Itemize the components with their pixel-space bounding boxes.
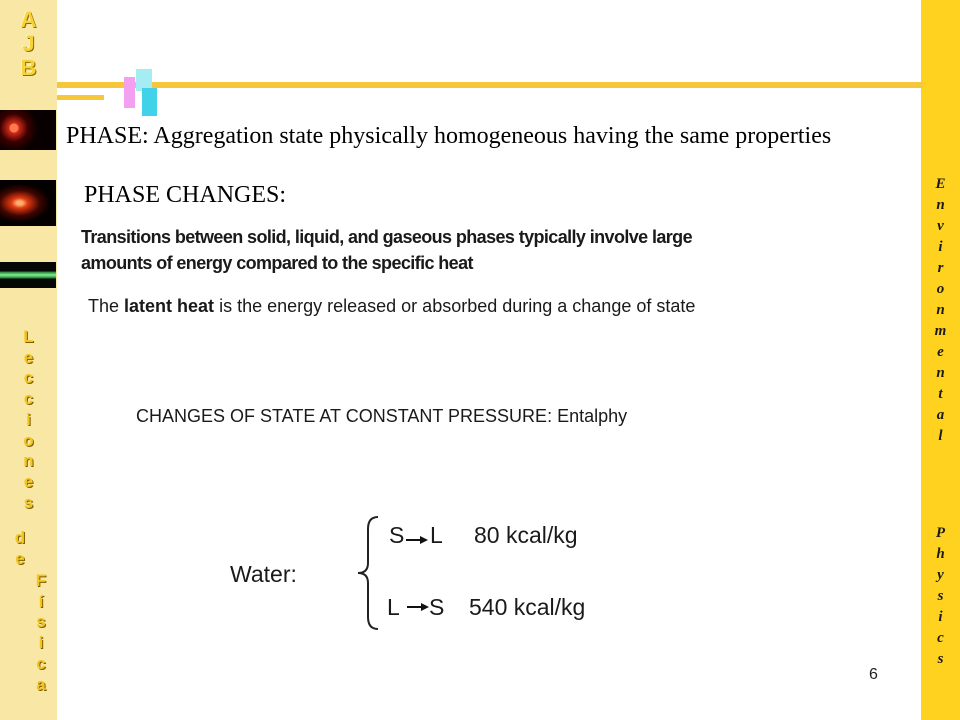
state-from-2: L [387,594,400,620]
vertical-letter: c [36,653,46,673]
ajb-logo [0,8,57,80]
vertical-letter: s [36,612,46,632]
logo-letter: B [20,55,37,80]
page-number: 6 [869,666,878,683]
decorative-block-pink [124,77,135,108]
vertical-letter: m [934,323,947,339]
fisica-label [0,571,82,695]
decorative-line [57,82,923,88]
paragraph-line: amounts of energy compared to the specific heat [81,253,473,273]
paragraph-latent-heat [88,296,695,317]
thumbnail-image-2 [0,180,56,226]
thumbnail-image-3 [0,262,56,288]
arrow-right-icon [406,602,430,612]
vertical-letter: a [936,407,945,423]
water-label: Water: [230,561,297,587]
latent-heat-value-2: 540 kcal/kg [469,594,586,620]
vertical-letter: v [937,218,944,234]
vertical-letter: e [15,548,25,568]
vertical-letter: e [937,344,944,360]
state-to-1: L [430,522,443,548]
vertical-letter: E [935,176,946,192]
paragraph-enthalpy: CHANGES OF STATE AT CONSTANT PRESSURE: Entalphy [136,406,628,426]
text-post: is the energy released or absorbed during a change of state [214,296,696,316]
vertical-letter: i [938,609,943,625]
vertical-letter: c [937,630,944,646]
vertical-letter: n [936,302,945,318]
vertical-letter: e [23,471,34,491]
vertical-letter: F [35,571,47,590]
latent-heat-term: latent heat [124,296,215,316]
slide-title: PHASE: Aggregation state physically homogeneous having the same properties [66,123,832,149]
de-label [0,528,40,569]
vertical-letter: n [23,451,34,471]
environmental-label [921,174,960,447]
vertical-letter: r [937,260,944,276]
paragraph-line: Transitions between solid, liquid, and gaseous phases typically involve large [81,227,692,247]
vertical-letter: l [938,428,943,444]
vertical-letter: i [38,633,44,653]
state-from: S [389,522,405,548]
state-to-2: S [429,594,445,620]
vertical-letter: e [23,347,34,367]
vertical-letter: d [14,528,26,547]
paragraph-transitions [81,224,692,276]
thumbnail-image-1 [0,110,56,150]
logo-letter: J [22,31,35,56]
vertical-letter: L [23,327,34,346]
vertical-letter: a [36,674,46,694]
latent-heat-value-1: 80 kcal/kg [474,522,578,548]
vertical-letter: o [23,430,34,450]
vertical-letter: s [937,651,944,667]
vertical-letter: s [937,588,944,604]
physics-label [921,523,960,670]
vertical-letter: h [936,546,945,562]
vertical-letter: P [935,525,946,541]
curly-brace [352,515,382,631]
vertical-letter: í [38,591,44,611]
decorative-line [57,95,104,100]
vertical-letter: n [936,197,945,213]
vertical-letter: c [23,368,34,388]
vertical-letter: n [936,365,945,381]
text-pre: The [88,296,125,316]
vertical-letter: i [938,239,943,255]
vertical-letter: o [936,281,945,297]
lecciones-label [0,327,57,513]
vertical-letter: t [938,386,943,402]
vertical-letter: i [26,409,31,429]
vertical-letter: y [937,567,944,583]
section-heading: PHASE CHANGES: [84,182,287,208]
logo-letter: A [20,7,37,32]
transition-row-1 [389,522,404,549]
decorative-block-cyan [142,88,157,116]
vertical-letter: s [23,492,34,512]
arrow-right-icon [405,535,429,545]
vertical-letter: c [23,389,34,409]
